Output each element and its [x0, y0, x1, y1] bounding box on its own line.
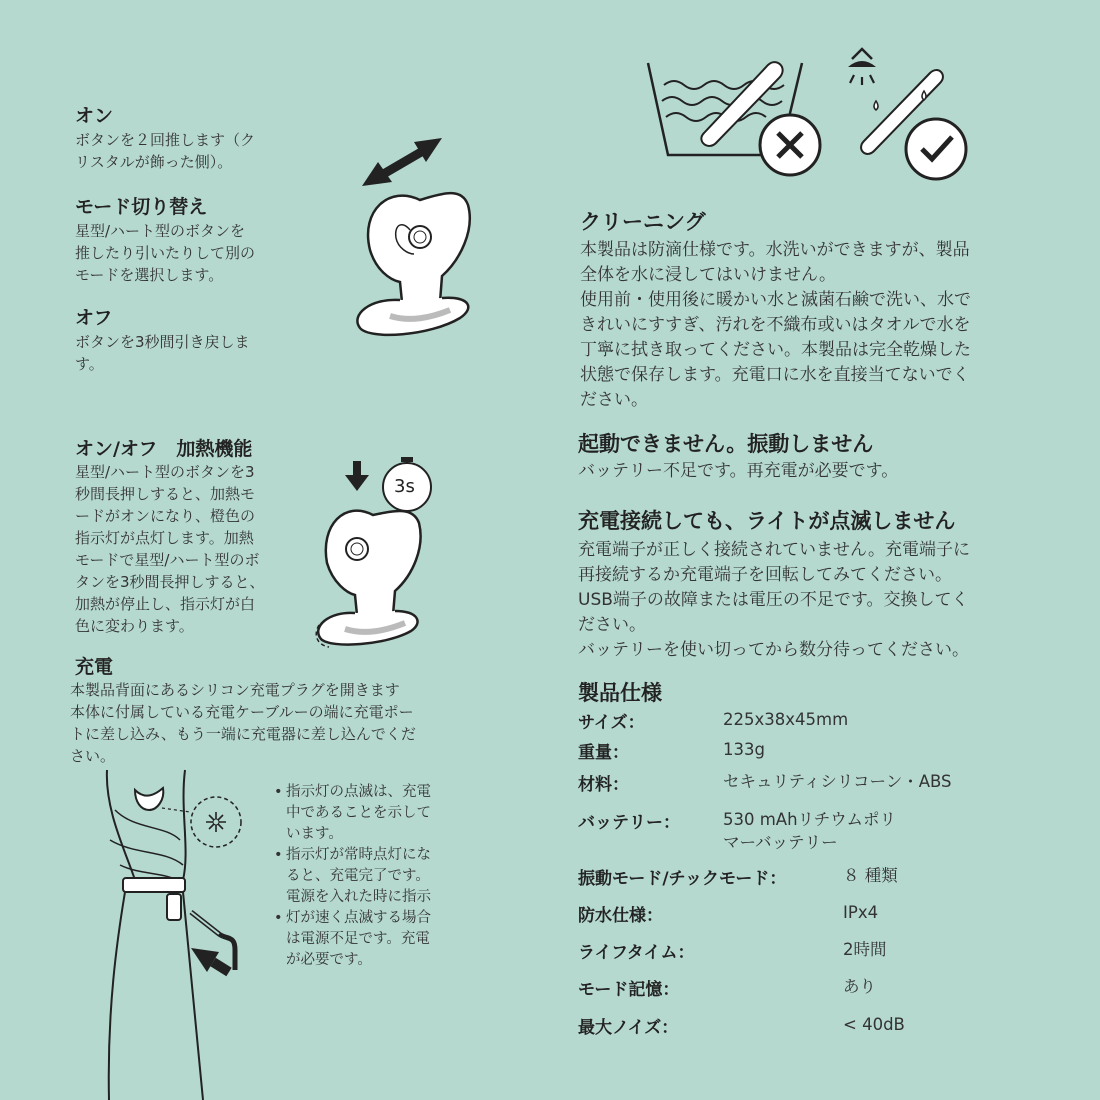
nostart-title: 起動できません。振動しません [578, 432, 874, 456]
heat-text: 星型/ハート型のボタンを3 秒間長押しすると、加熱モ ードがオンになり、橙色の 指示灯が点灯します。加熱 モードで星型/ハート型のボ タンを3秒間長押しすると、 加熱が停止し、指示灯が白 色に変わります。 [75, 463, 265, 635]
cleaning-title: クリーニング [580, 210, 706, 234]
device-button-illustration [350, 130, 490, 350]
spec-key-material: 材料： [578, 775, 629, 795]
washing-illustration [640, 45, 980, 185]
spec-value-size: 225x38x45mm [723, 710, 849, 729]
down-arrow-icon [345, 461, 369, 491]
device-heat-illustration [315, 455, 455, 645]
off-text: ボタンを3秒間引き戻しま す。 [75, 333, 250, 373]
cleaning-text: 本製品は防滴仕様です。水洗いができますが、製品 全体を水に浸してはいけません。 使用前・使用後に暖かい水と滅菌石鹸で洗い、水で きれいにすすぎ、汚れを不織布或いはタオルで水を 丁寧に拭き取ってください。本製品は完全乾燥した 状態で保存します。充電口に水を直接当てないでく ださい。 [580, 240, 971, 410]
charge-text: 本製品背面にあるシリコン充電プラグを開きます 本体に付属している充電ケーブルーの端に充電ポー トに差し込み、もう一端に充電器に差し込んでくだ さい。 [70, 681, 416, 765]
insert-arrow-icon [191, 948, 229, 972]
cross-icon [760, 115, 820, 175]
spec-value-material: セキュリティシリコーン・ABS [723, 772, 952, 791]
spec-value-battery: 530 mAhリチウムポリ マーバッテリー [723, 810, 897, 852]
on-title: オン [75, 105, 114, 127]
double-arrow-icon [362, 138, 442, 186]
charging-notes [274, 782, 474, 971]
mode-title: モード切り替え [75, 196, 208, 218]
spec-value-waterproof: IPx4 [843, 903, 879, 922]
spec-key-waterproof: 防水仕様： [578, 906, 663, 926]
spec-key-weight: 重量： [578, 743, 629, 763]
specs-title: 製品仕様 [578, 681, 662, 705]
spec-value-modes: ８ 種類 [843, 866, 898, 885]
heat-title: オン/オフ 加熱機能 [75, 438, 253, 460]
spec-key-lifetime: ライフタイム： [578, 943, 695, 963]
indicator-light-icon [188, 790, 248, 850]
mode-text: 星型/ハート型のボタンを 推したり引いたりして別の モードを選択します。 [75, 222, 256, 284]
spec-key-modes: 振動モード/チックモード： [578, 869, 787, 889]
leader-line [162, 800, 202, 820]
check-icon [906, 119, 966, 179]
nostart-text: バッテリー不足です。再充電が必要です。 [578, 461, 899, 481]
list-item: • 指示灯が常時点灯にな ると、充電完了です。 電源を入れた時に指示 [274, 845, 474, 908]
timer-label: 3s [394, 476, 415, 497]
off-title: オフ [75, 307, 113, 329]
spec-key-memory: モード記憶： [578, 980, 680, 1000]
charge-title: 充電 [75, 656, 114, 678]
list-item: • 指示灯の点滅は、充電 中であることを示して います。 [274, 782, 474, 845]
spec-key-battery: バッテリー： [578, 813, 680, 833]
spec-key-noise: 最大ノイズ： [578, 1018, 679, 1038]
noblink-title: 充電接続しても、ライトが点滅しません [578, 509, 956, 533]
on-text: ボタンを２回推します（ク リスタルが飾った側）。 [75, 131, 256, 171]
spec-value-lifetime: 2時間 [843, 940, 887, 959]
spec-key-size: サイズ： [578, 713, 645, 733]
spec-value-noise: < 40dB [843, 1015, 905, 1034]
list-item: • 灯が速く点滅する場合 は電源不足です。充電 が必要です。 [274, 908, 474, 971]
spec-value-weight: 133g [723, 740, 765, 759]
spec-value-memory: あり [843, 977, 876, 996]
noblink-text: 充電端子が正しく接続されていません。充電端子に 再接続するか充電端子を回転してみてください。 USB端子の故障または電圧の不足です。交換してく ださい。 バッテリーを使い切ってから数分待ってください。 [578, 540, 971, 660]
